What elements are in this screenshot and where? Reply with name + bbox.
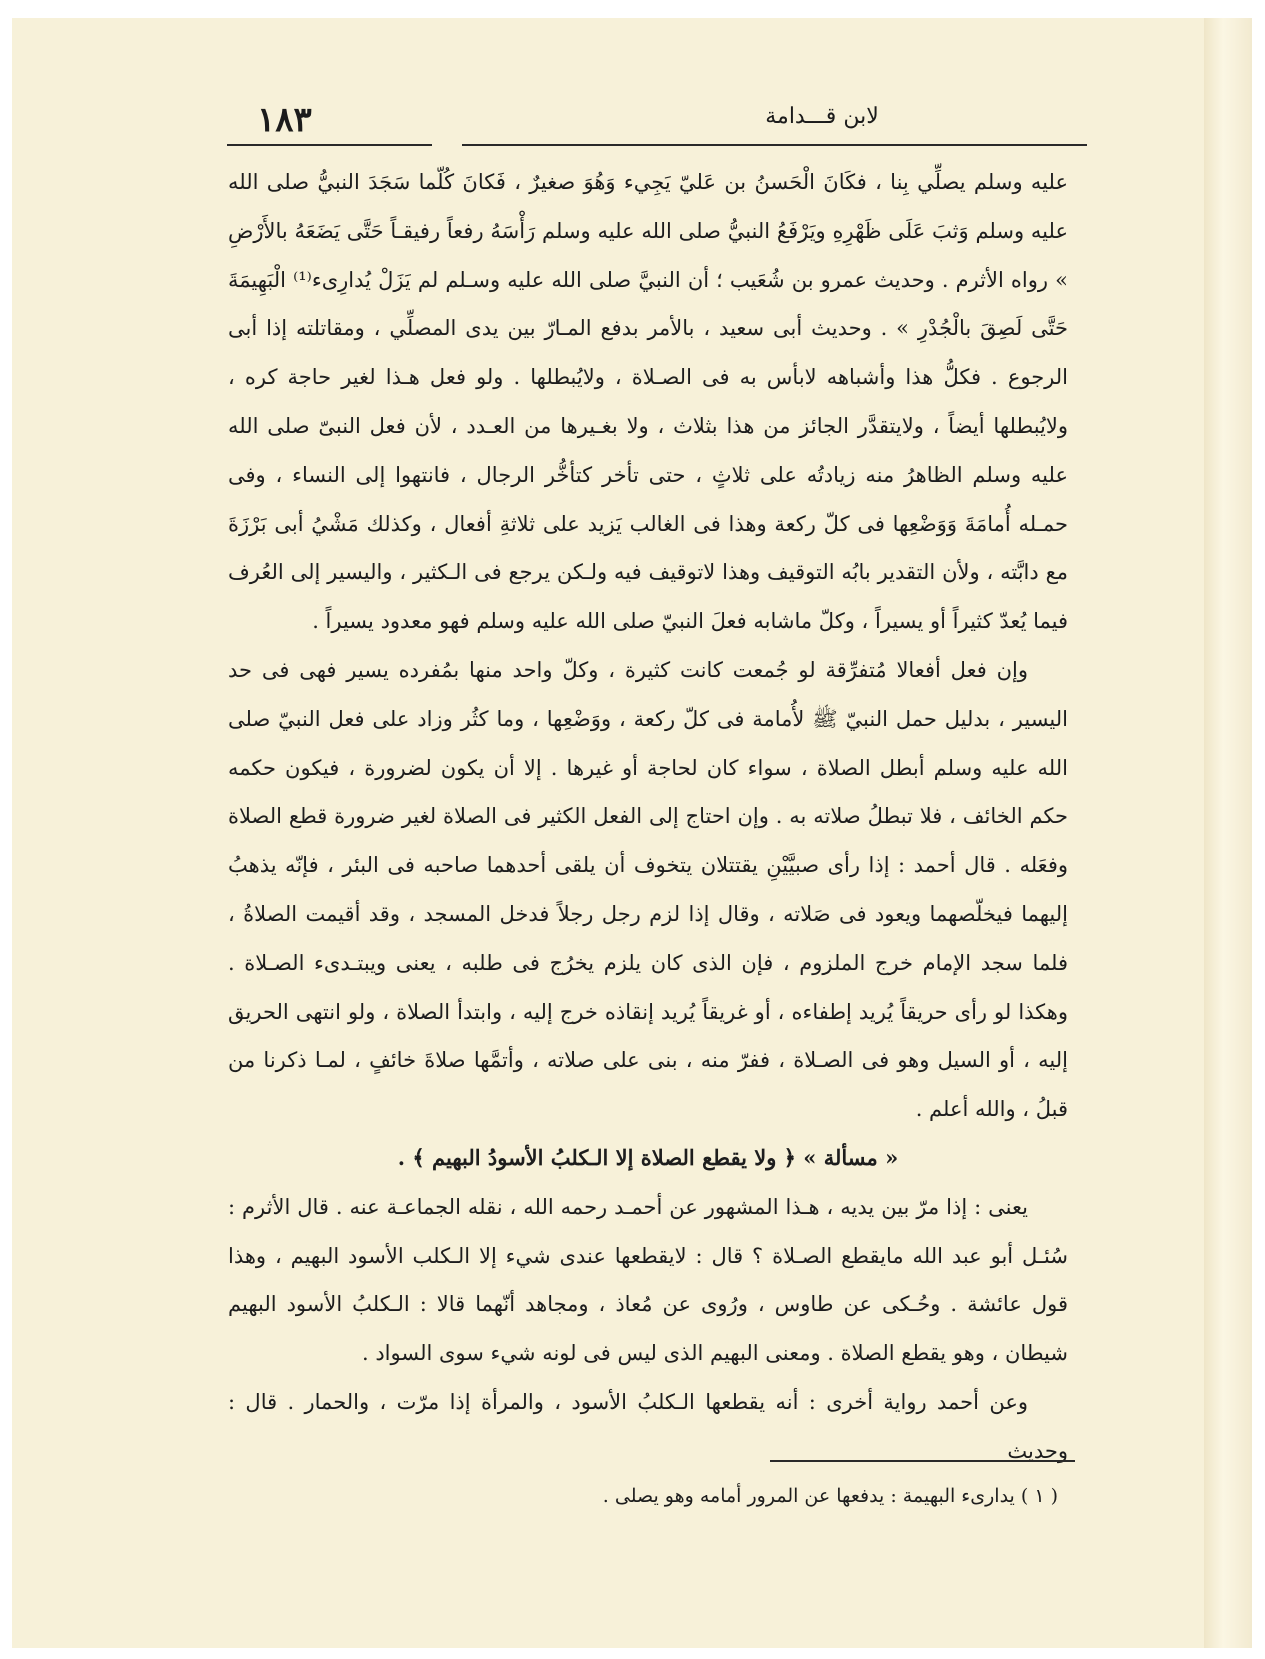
footnote-rule	[770, 1460, 1075, 1462]
paragraph-4: وعن أحمد رواية أخرى : أنه يقطعها الـكلبُ الأسود ، والمرأة إذا مرّت ، والحمار . قال : وحديث	[228, 1389, 1068, 1463]
main-text	[228, 158, 1068, 1476]
question-heading: « مسألة » ﴿ ولا يقطع الصلاة إلا الـكلبُ الأسودُ البهيم ﴾ .	[397, 1144, 899, 1170]
header-rule-right	[462, 144, 1087, 146]
header-rule-left	[227, 144, 432, 146]
page-header	[227, 100, 1087, 154]
footnote: ( ١ ) يدارىء البهيمة : يدفعها عن المرور أمامه وهو يصلى .	[602, 1485, 1058, 1507]
paragraph-3: يعنى : إذا مرّ بين يديه ، هـذا المشهور عن أحمـد رحمه الله ، نقله الجماعـة عنه . قال الأثرم : سُئـل أبو عبد الله مايقطع الصـلاة ؟ قال : لايقطعها عندى شيء إلا الـكلب الأسود البهيم ، وهذا قول عائشة . وحُـكى عن طاوس ، ورُوى عن مُعاذ ، ومجاهد أنّهما قالا : الـكلبُ الأسود البهيم شيطان ، وهو يقطع الصلاة . ومعنى البهيم الذى ليس فى لونه شيء سوى السواد .	[228, 1194, 1068, 1366]
paragraph-1: عليه وسلم يصلِّي بِنا ، فكَانَ الْحَسنُ بن عَليّ يَجِيء وَهُوَ صغيرٌ ، فَكانَ كُلّما سَجَدَ النبيُّ صلى الله عليه وسلم وَثبَ عَلَى ظَهْرِهِ ويَرْفَعُ النبيُّ صلى الله عليه وسلم رَأْسَهُ رفعاً رفيقـاً حَتَّى يَضَعَهُ بالأَرْضِ » رواه الأثرم . وحديث عمرو بن شُعَيب ؛ أن النبيَّ صلى الله عليه وسـلم لم يَزَلْ يُدارِىء⁽¹⁾ الْبَهِيمَةَ حَتَّى لَصِقَ بالْجُدْرِ » . وحديث أبى سعيد ، بالأمر بدفع المـارّ بين يدى المصلِّي ، ومقاتلته إذا أبى الرجوع . فكلُّ هذا وأشباهه لابأس به فى الصـلاة ، ولايُبطلها . ولو فعل هـذا لغير حاجة كره ، ولايُبطلها أيضاً ، ولايتقدَّر الجائز من هذا بثلاث ، ولا بغـيرها من العـدد ، لأن فعل النبىّ صلى الله عليه وسلم الظاهرُ منه زيادتُه على ثلاثٍ ، حتى تأخر كتأخُّر الرجال ، فانتهوا إلى النساء ، وفى حمـله أُمامَةَ وَوَضْعِها فى كلّ ركعة وهذا فى الغالب يَزيد على ثلاثةِ أفعال ، وكذلك مَشْيُ أبى بَرْزَةَ مع دابَّته ، ولأن التقدير بابُه التوقيف وهذا لاتوقيف فيه ولـكن يرجع فى الـكثير ، واليسير إلى العُرف فيما يُعدّ كثيراً أو يسيراً ، وكلّ ماشابه فعلَ النبيّ صلى الله عليه وسلم فهو معدود يسيراً .	[228, 170, 1068, 634]
paragraph-2: وإن فعل أفعالا مُتفرِّقة لو جُمعت كانت كثيرة ، وكلّ واحد منها بمُفرده يسير فهى فى حد اليسير ، بدليل حمل النبيّ ﷺ لأُمامة فى كلّ ركعة ، ووَضْعِها ، وما كثُر وزاد على فعل النبيّ صلى الله عليه وسلم أبطل الصلاة ، سواء كان لحاجة أو غيرها . إلا أن يكون لضرورة ، فيكون حكمه حكم الخائف ، فلا تبطلُ صلاته به . وإن احتاج إلى الفعل الكثير فى الصلاة لغير ضرورة قطع الصلاة وفعَله . قال أحمد : إذا رأى صبيَّيْنِ يقتتلان يتخوف أن يلقى أحدهما صاحبه فى البئر ، فإنّه يذهبُ إليهما فيخلّصهما ويعود فى صَلاته ، وقال إذا لزم رجل رجلاً فدخل المسجد ، وقد أقيمت الصلاةُ ، فلما سجد الإمام خرج الملزوم ، فإن الذى كان يلزم يخرُج فى طلبه ، يعنى ويبتـدىء الصـلاة . وهكذا لو رأى حريقاً يُريد إطفاءه ، أو غريقاً يُريد إنقاذه خرج إليه ، وابتدأ الصلاة ، ولو انتهى الحريق إليه ، أو السيل وهو فى الصـلاة ، ففرّ منه ، بنى على صلاته ، وأتمَّها صلاةَ خائفٍ ، لمـا ذكرنا من قبلُ ، والله أعلم .	[228, 657, 1068, 1122]
running-title: لابن قـــدامة	[765, 104, 879, 129]
binding-shadow	[1204, 18, 1252, 1648]
page-number: ١٨٣	[257, 100, 312, 140]
